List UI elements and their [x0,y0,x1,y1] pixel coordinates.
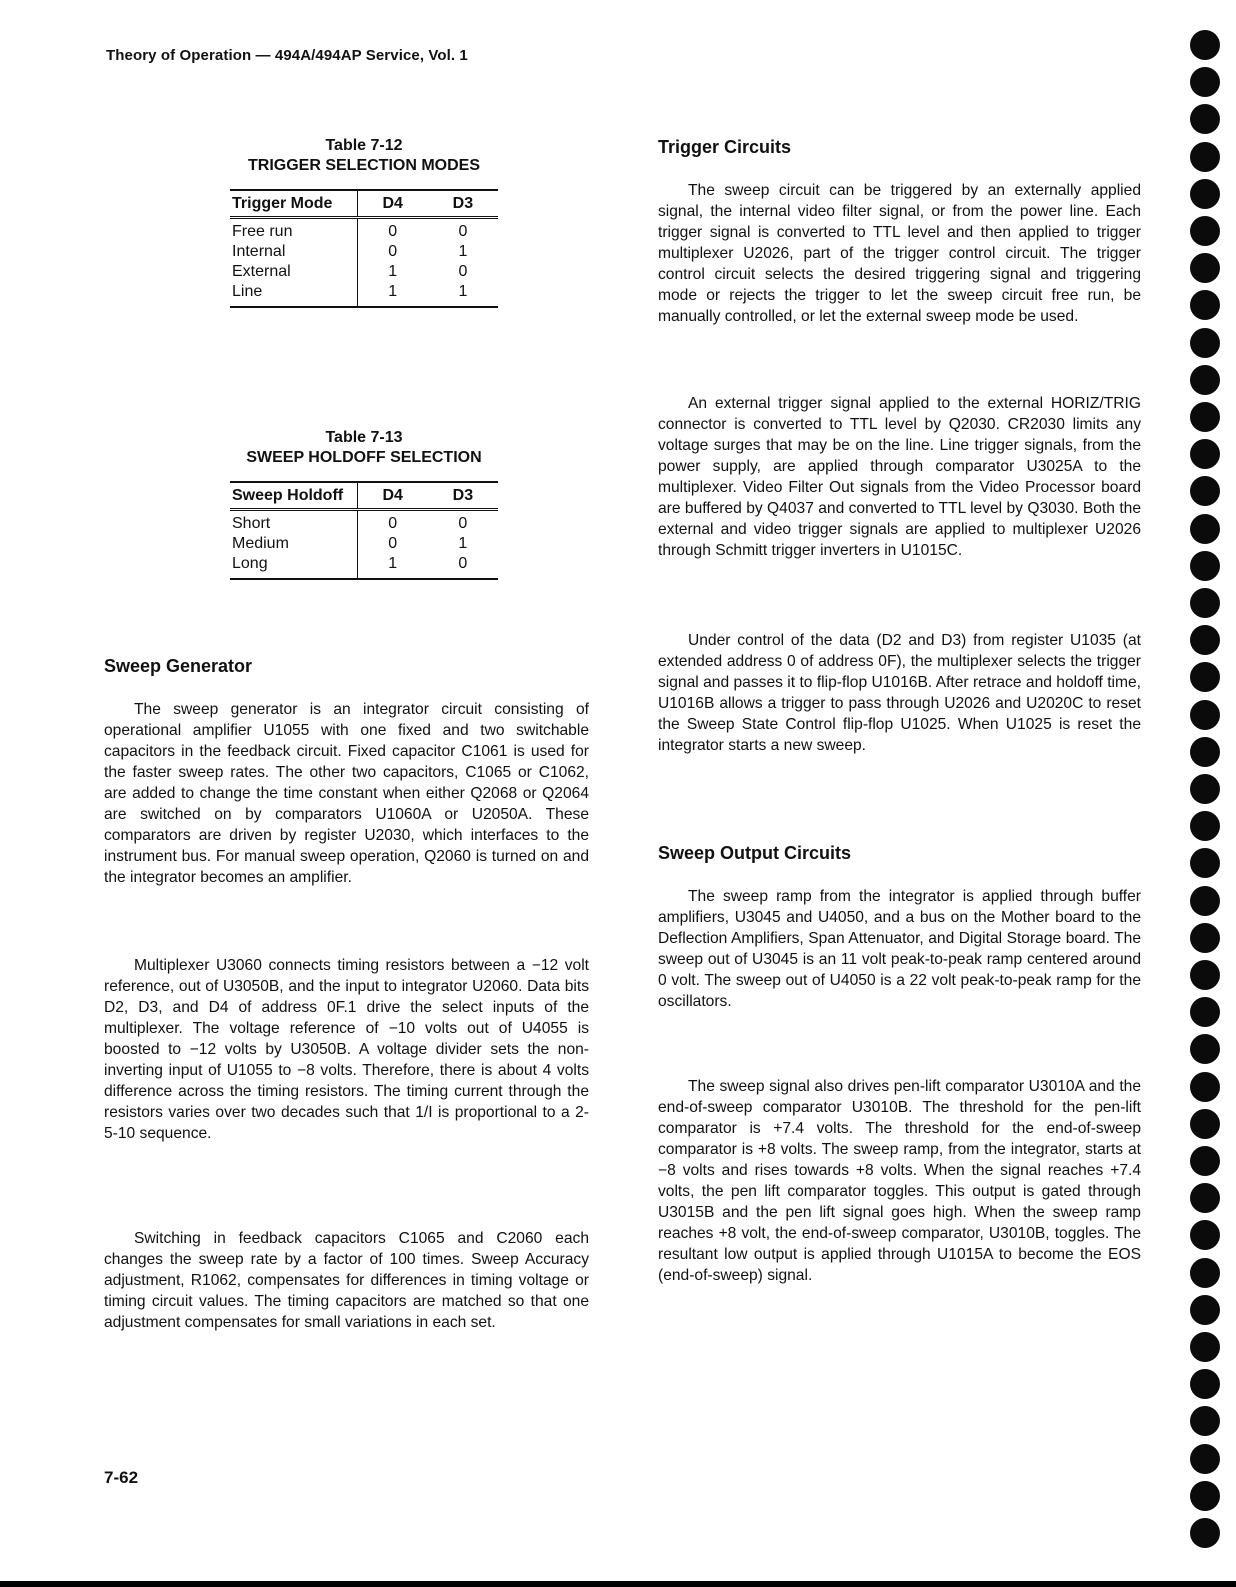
paragraph: Under control of the data (D2 and D3) from register U1035 (at extended address 0 of address 0F), the multiplexer selects the trigger signal and passes it to flip-flop U1016B. After retrace and holdoff time, U1016B allows a trigger to pass through U2026 and U2020C to reset the Sweep State Control flip-flop U1025. When U1025 is reset the integrator starts a new sweep. [658,632,1141,754]
table-cell: 0 [388,223,398,240]
table-cell: 1 [428,282,498,307]
binder-hole [1190,253,1220,283]
page-number: 7-62 [104,1468,139,1487]
binder-hole [1190,588,1220,618]
table-7-12 [230,136,498,308]
binder-hole [1190,402,1220,432]
binder-hole [1190,104,1220,134]
binder-hole [1190,1518,1220,1548]
binder-hole [1190,216,1220,246]
binder-hole [1190,923,1220,953]
binder-hole [1190,662,1220,692]
section-heading-trigger-circuits: Trigger Circuits [658,137,792,157]
binder-hole [1190,774,1220,804]
table-number: Table 7-12 [325,137,403,154]
paragraph: The sweep ramp from the integrator is applied through buffer amplifiers, U3045 and U4050, and a bus on the Mother board to the Deflection Amplifiers, Span Attenuator, and Digital Storage board. The sweep out of U3045 is an 11 volt peak-to-peak ramp centered around 0 volt. The sweep out of U4050 is a 22 volt peak-to-peak ramp for the oscillators. [658,888,1141,1010]
binder-hole [1190,1109,1220,1139]
binder-hole [1190,1332,1220,1362]
table-cell: 0 [388,535,398,552]
binder-hole [1190,1369,1220,1399]
binder-hole [1190,625,1220,655]
table-cell: Short [230,510,357,535]
binder-hole [1190,328,1220,358]
binder-hole [1190,142,1220,172]
binder-hole [1190,700,1220,730]
paragraph: The sweep circuit can be triggered by an externally applied signal, the internal video filter signal, or from the power line. Each trigger signal is converted to TTL level and then applied to trigger multiplexer U2026, part of the trigger control circuit. The trigger control circuit selects the desired triggering signal and triggering mode or rejects the trigger to let the sweep circuit free run, be manually controlled, or let the external sweep mode be used. [658,182,1141,325]
table-row [230,242,498,262]
binder-hole [1190,737,1220,767]
column-header: D4 [357,190,428,218]
table-row [230,262,498,282]
paragraph: An external trigger signal applied to the external HORIZ/TRIG connector is converted to TTL level by Q2030. CR2030 limits any voltage surges that may be on the line. Line trigger signals, from the power supply, are applied through comparator U3025A to the multiplexer. Video Filter Out signals from the Video Processor board are buffered by Q4037 and converted to TTL level by Q3030. Both the external and video trigger signals are applied to multiplexer U2026 through Schmitt trigger inverters in U1015C. [658,395,1141,559]
binder-hole [1190,365,1220,395]
table-7-13 [230,428,498,580]
table-header-row [230,190,498,218]
paragraph: Switching in feedback capacitors C1065 and C2060 each changes the sweep rate by a factor of 100 times. Sweep Accuracy adjustment, R1062, compensates for differences in timing voltage or timing circuit values. The timing capacitors are matched so that one adjustment compensates for small variations in each set. [104,1230,589,1331]
paragraph: The sweep generator is an integrator circuit consisting of operational amplifier U1055 with one fixed and two switchable capacitors in the feedback circuit. Fixed capacitor C1061 is used for the faster sweep rates. The other two capacitors, C1065 or C1062, are added to change the time constant when either Q2068 or Q2064 are switched on by comparators U1060A or U2050A. These comparators are driven by register U2030, which interfaces to the instrument bus. For manual sweep operation, Q2060 is turned on and the integrator becomes an amplifier. [104,701,589,886]
binder-hole [1190,30,1220,60]
table-cell: Free run [230,218,357,243]
table-cell: 0 [458,223,468,240]
binder-holes [1190,30,1224,1560]
table-cell: 1 [458,535,468,552]
binder-hole [1190,1295,1220,1325]
scan-border [0,1581,1236,1587]
section-heading-sweep-generator: Sweep Generator [104,656,253,676]
binder-hole [1190,1072,1220,1102]
column-header: Sweep Holdoff [230,482,357,510]
table-cell: 0 [388,515,398,532]
binder-hole [1190,1220,1220,1250]
table-cell: 1 [458,243,468,260]
binder-hole [1190,811,1220,841]
binder-hole [1190,551,1220,581]
table-row [230,510,498,535]
sweep-holdoff-table [230,481,498,580]
trigger-modes-table [230,189,498,308]
table-caption [230,136,498,176]
binder-hole [1190,1406,1220,1436]
table-title: SWEEP HOLDOFF SELECTION [246,449,482,466]
column-header: D3 [428,482,498,510]
binder-hole [1190,997,1220,1027]
binder-hole [1190,1146,1220,1176]
binder-hole [1190,67,1220,97]
column-header: Trigger Mode [230,190,357,218]
binder-hole [1190,476,1220,506]
table-cell: Internal [230,242,357,262]
column-header: D3 [428,190,498,218]
column-header: D4 [357,482,428,510]
binder-hole [1190,439,1220,469]
table-cell: 0 [458,263,468,280]
table-cell: 1 [357,554,428,579]
binder-hole [1190,1444,1220,1474]
binder-hole [1190,1481,1220,1511]
table-cell: 1 [388,263,398,280]
table-row [230,554,498,579]
table-cell: Medium [230,534,357,554]
table-cell: 0 [428,554,498,579]
binder-hole [1190,1258,1220,1288]
table-cell: 0 [388,243,398,260]
table-cell: 0 [458,515,468,532]
table-row [230,534,498,554]
binder-hole [1190,848,1220,878]
table-number: Table 7-13 [325,429,403,446]
paragraph: Multiplexer U3060 connects timing resistors between a −12 volt reference, out of U3050B, and the input to integrator U2060. Data bits D2, D3, and D4 of address 0F.1 drive the select inputs of the multiplexer. The voltage reference of −10 volts out of U4055 is boosted to −12 volts by U3050B. A voltage divider sets the non-inverting input of U1055 to −8 volts. Therefore, there is about 4 volts difference across the timing resistors. The timing current through the resistors varies over two decades such that 1/I is proportional to a 2-5-10 sequence. [104,957,589,1142]
running-head: Theory of Operation — 494A/494AP Service, Vol. 1 [106,47,468,64]
binder-hole [1190,1034,1220,1064]
table-cell: External [230,262,357,282]
table-cell: Long [230,554,357,579]
binder-hole [1190,179,1220,209]
table-cell: Line [230,282,357,307]
table-row [230,282,498,307]
section-heading-sweep-output-circuits: Sweep Output Circuits [658,843,852,863]
binder-hole [1190,1183,1220,1213]
binder-hole [1190,514,1220,544]
table-cell: 1 [357,282,428,307]
table-caption [230,428,498,468]
table-header-row [230,482,498,510]
table-row [230,218,498,243]
binder-hole [1190,960,1220,990]
paragraph: The sweep signal also drives pen-lift comparator U3010A and the end-of-sweep comparator U3010B. The threshold for the pen-lift comparator is +7.4 volts. The threshold for the end-of-sweep comparator is +8 volts. The sweep ramp, from the integrator, starts at −8 volts and rises towards +8 volts. When the signal reaches +7.4 volts, the pen lift comparator toggles. This output is gated through U3015B and the pen lift signal goes high. When the sweep ramp reaches +8 volt, the end-of-sweep comparator, U3010B, toggles. The resultant low output is applied through U1015A to become the EOS (end-of-sweep) signal. [658,1078,1141,1284]
binder-hole [1190,886,1220,916]
table-title: TRIGGER SELECTION MODES [247,157,480,174]
binder-hole [1190,290,1220,320]
